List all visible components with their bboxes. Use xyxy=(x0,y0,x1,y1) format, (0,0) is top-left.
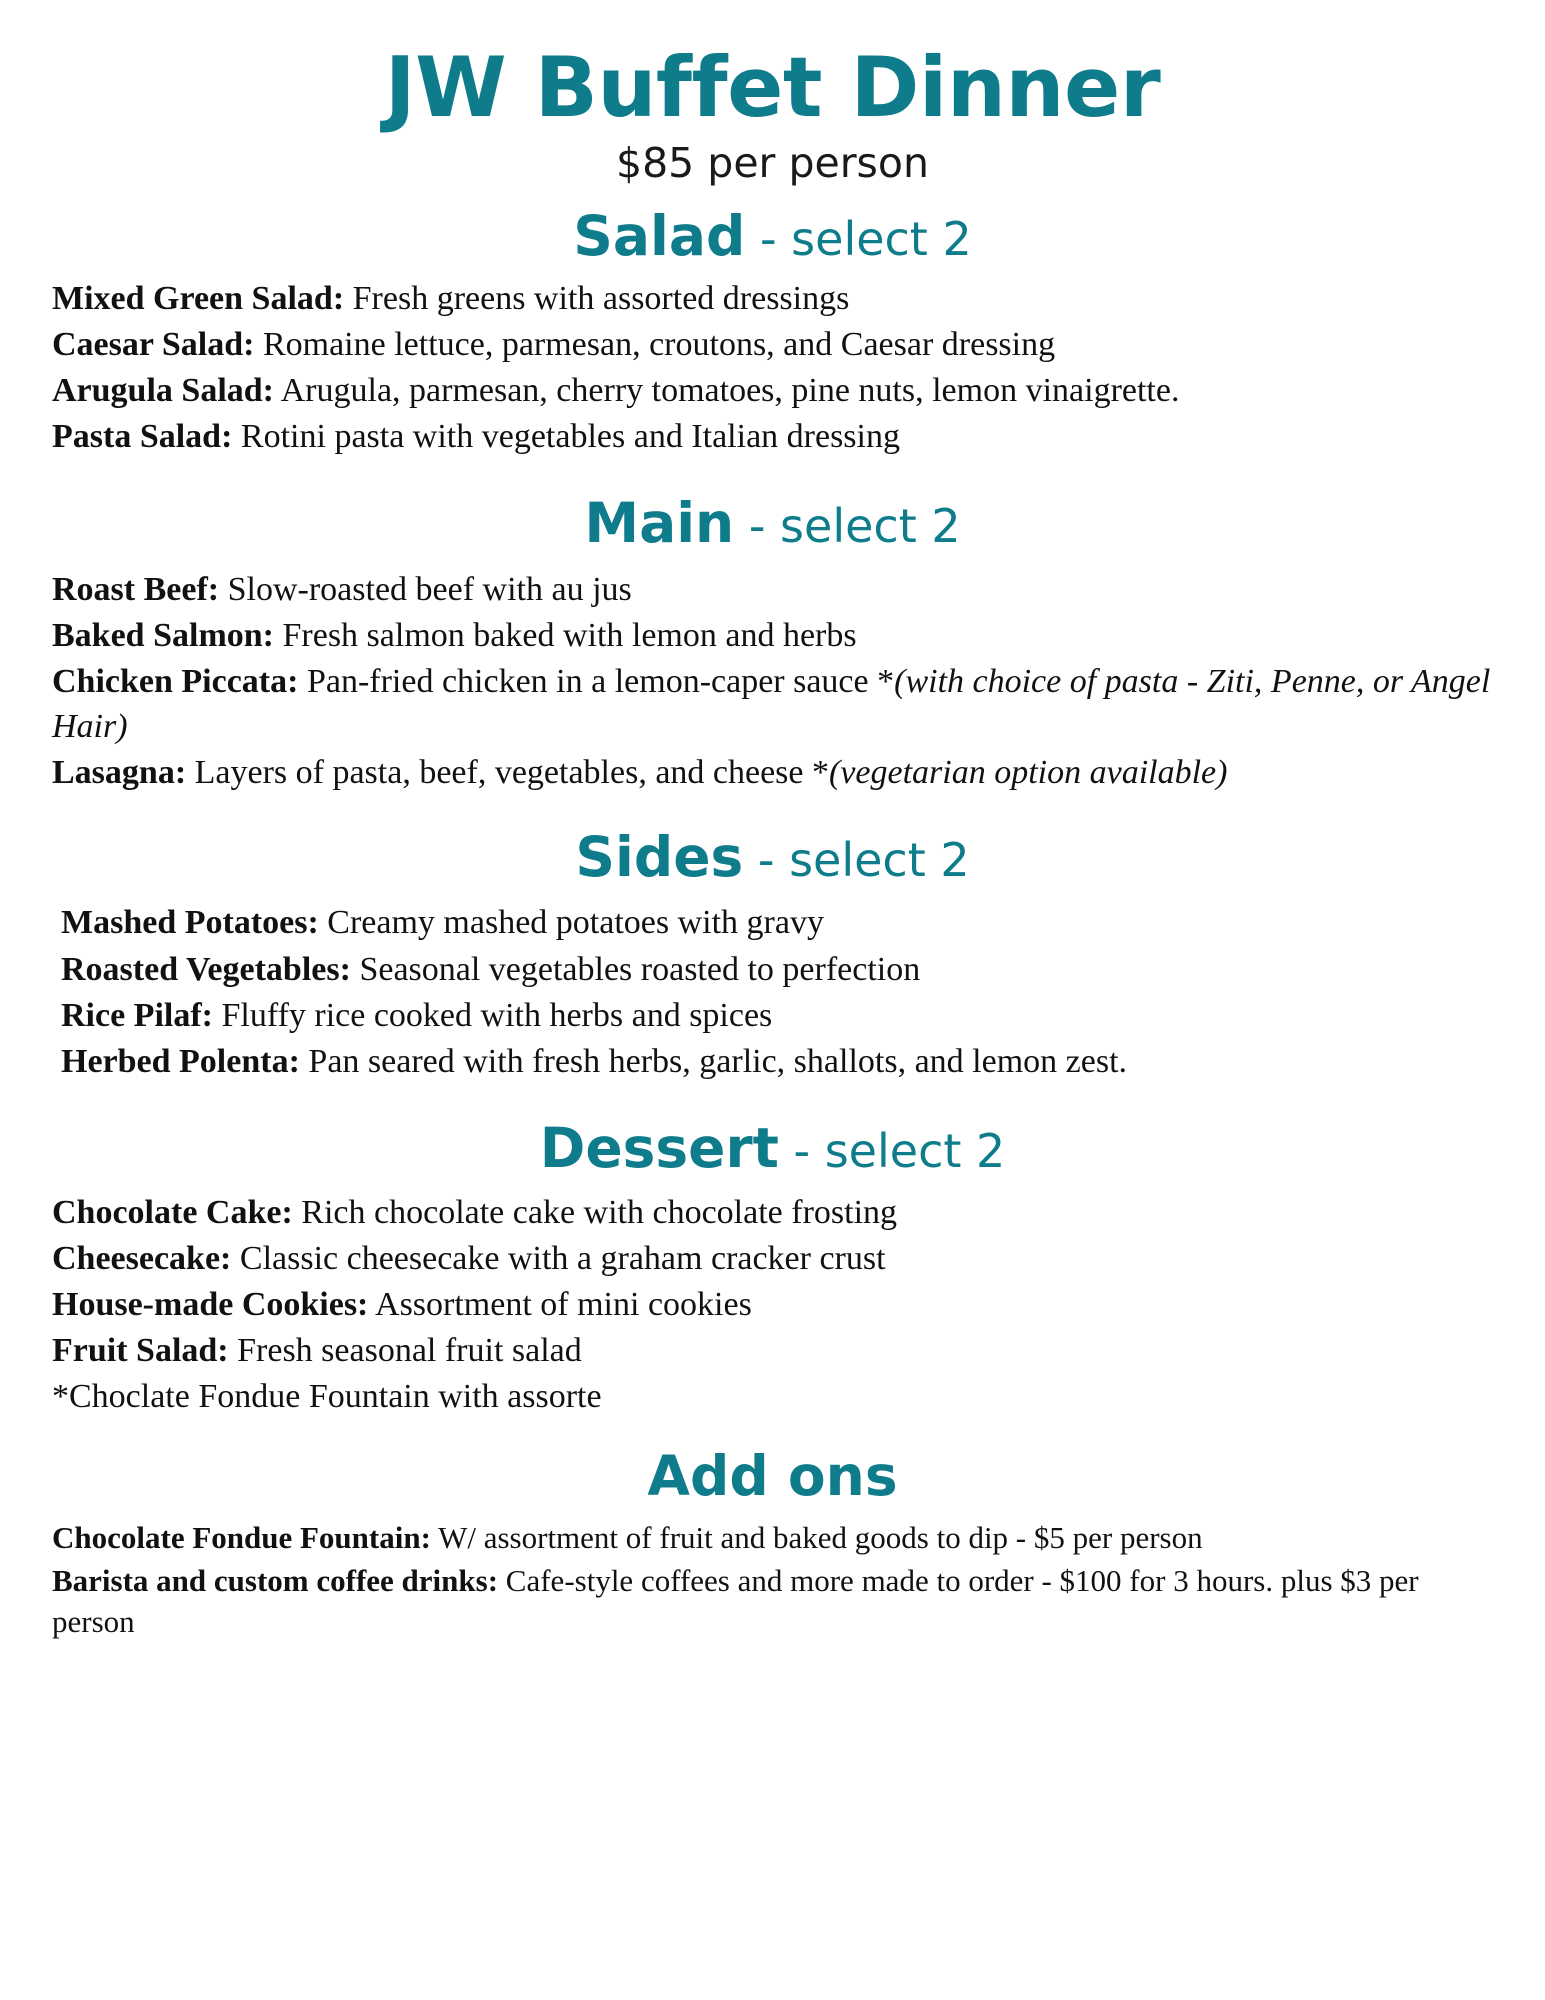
item-description: Creamy mashed potatoes with gravy xyxy=(318,904,824,942)
price-subtitle: $85 per person xyxy=(616,139,929,188)
section-name: Dessert xyxy=(539,1116,779,1181)
section-heading-sides xyxy=(52,824,1493,889)
section-dessert xyxy=(52,1118,1493,1419)
item-description: Pan-fried chicken in a lemon-caper sauce * xyxy=(298,663,895,701)
item-description: Rotini pasta with vegetables and Italian dressing xyxy=(232,418,900,456)
section-subtitle: - select 2 xyxy=(778,1124,1006,1179)
item-name: Cheesecake: xyxy=(52,1239,232,1277)
item-name: Mashed Potatoes: xyxy=(61,904,319,942)
page-title: JW Buffet Dinner xyxy=(384,39,1161,136)
section-main xyxy=(52,493,1493,794)
item-name: Rice Pilaf: xyxy=(61,996,213,1034)
menu-item xyxy=(52,751,1493,795)
menu-item xyxy=(52,1283,1493,1327)
item-description: Layers of pasta, beef, vegetables, and cheese * xyxy=(186,753,830,791)
item-name: Chicken Piccata: xyxy=(52,663,299,701)
item-name: Baked Salmon: xyxy=(52,617,274,655)
item-description: Assortment of mini cookies xyxy=(368,1286,752,1324)
menu-item-footnote xyxy=(52,1375,1493,1419)
menu-item xyxy=(52,1518,1493,1559)
item-name: Lasagna: xyxy=(52,753,187,791)
item-name: Roasted Vegetables: xyxy=(61,950,351,988)
item-name: Fruit Salad: xyxy=(52,1332,229,1370)
item-description: Classic cheesecake with a graham cracker crust xyxy=(231,1239,886,1277)
menu-item xyxy=(52,1191,1493,1235)
item-name: Mixed Green Salad: xyxy=(52,279,345,317)
section-subtitle: - select 2 xyxy=(745,212,972,267)
item-name: House-made Cookies: xyxy=(52,1286,369,1324)
menu-item-list xyxy=(52,1518,1493,1643)
section-subtitle: - select 2 xyxy=(734,499,961,554)
item-description: Fresh salmon baked with lemon and herbs xyxy=(274,617,857,655)
menu-item xyxy=(52,1237,1493,1281)
item-name: Chocolate Cake: xyxy=(52,1193,293,1231)
item-description: Arugula, parmesan, cherry tomatoes, pine nuts, lemon vinaigrette. xyxy=(274,372,1180,410)
section-name: Main xyxy=(584,491,735,556)
menu-item xyxy=(52,323,1493,367)
section-name: Add ons xyxy=(647,1443,898,1508)
menu-item-list xyxy=(52,1191,1493,1420)
item-description: Pan seared with fresh herbs, garlic, shallots, and lemon zest. xyxy=(299,1042,1128,1080)
item-note: (with choice of pasta - Ziti, Penne, or Angel Hair) xyxy=(52,663,1491,745)
menu-item xyxy=(61,994,1493,1038)
item-note: (vegetarian option available) xyxy=(829,753,1228,791)
section-sides xyxy=(52,824,1493,1084)
section-add-ons xyxy=(52,1443,1493,1643)
section-heading-main xyxy=(52,493,1493,554)
menu-item-list xyxy=(52,568,1493,795)
item-name: Pasta Salad: xyxy=(52,418,233,456)
item-description: Seasonal vegetables roasted to perfection xyxy=(350,950,921,988)
menu-item xyxy=(52,1329,1493,1373)
menu-item xyxy=(52,277,1493,321)
section-heading-salad xyxy=(52,206,1493,267)
menu-item xyxy=(52,1561,1493,1643)
menu-item xyxy=(61,948,1493,992)
item-name: Barista and custom coffee drinks: xyxy=(52,1563,499,1599)
item-description: Fresh seasonal fruit salad xyxy=(228,1332,582,1370)
section-subtitle: - select 2 xyxy=(743,832,970,887)
section-name: Salad xyxy=(573,204,746,269)
item-name: Arugula Salad: xyxy=(52,372,274,410)
section-salad xyxy=(52,206,1493,459)
item-description: Rich chocolate cake with chocolate frosting xyxy=(292,1193,898,1231)
menu-item xyxy=(61,1040,1493,1084)
menu-item xyxy=(61,901,1493,945)
item-description: *Choclate Fondue Fountain with assorte xyxy=(52,1378,602,1416)
item-name: Herbed Polenta: xyxy=(61,1042,300,1080)
item-name: Caesar Salad: xyxy=(52,325,255,363)
item-description: Slow-roasted beef with au jus xyxy=(219,570,632,608)
menu-item xyxy=(52,568,1493,612)
item-description: Fresh greens with assorted dressings xyxy=(344,279,850,317)
menu-item xyxy=(52,369,1493,413)
menu-item xyxy=(52,614,1493,658)
item-description: Romaine lettuce, parmesan, croutons, and Caesar dressing xyxy=(254,325,1056,363)
item-name: Chocolate Fondue Fountain: xyxy=(52,1520,431,1556)
menu-item xyxy=(52,660,1493,748)
item-description: W/ assortment of fruit and baked goods to dip - $5 per person xyxy=(430,1520,1203,1556)
section-heading-dessert xyxy=(52,1118,1493,1179)
section-heading-add-ons xyxy=(52,1443,1493,1508)
item-description: Fluffy rice cooked with herbs and spices xyxy=(213,996,773,1034)
section-name: Sides xyxy=(575,824,744,889)
item-description: Cafe-style coffees and more made to order - $100 for 3 hours. plus $3 per person xyxy=(52,1563,1419,1639)
menu-item-list xyxy=(52,901,1493,1084)
item-name: Roast Beef: xyxy=(52,570,220,608)
menu-item-list xyxy=(52,277,1493,460)
menu-item xyxy=(52,415,1493,459)
